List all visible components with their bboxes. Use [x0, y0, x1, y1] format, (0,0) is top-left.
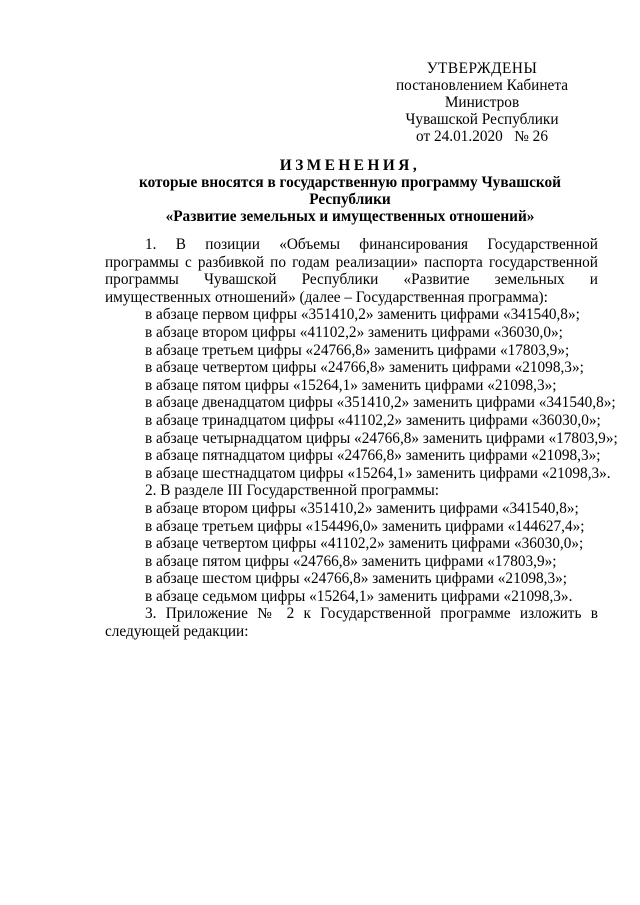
list-item: в абзаце втором цифры «41102,2» заменить цифрами «36030,0»; — [145, 323, 563, 341]
list-item: в абзаце пятнадцатом цифры «24766,8» заменить цифрами «21098,3»; — [145, 447, 601, 465]
list-item: в абзаце двенадцатом цифры «351410,2» заменить цифрами «341540,8»; — [145, 394, 616, 412]
list-item: в абзаце третьем цифры «24766,8» заменить цифрами «17803,9»; — [145, 341, 570, 359]
section-3-text: 3. Приложение № 2 к Государственной программе изложить в следующей редакции: — [105, 605, 598, 641]
list-item: в абзаце первом цифры «351410,2» заменить цифрами «341540,8»; — [145, 306, 580, 324]
list-item: в абзаце седьмом цифры «15264,1» заменить цифрами «21098,3». — [145, 587, 573, 605]
section-2-intro: 2. В разделе III Государственной программы: — [145, 482, 439, 500]
approval-stamp — [362, 60, 602, 145]
approval-date-number: от 24.01.2020 № 26 — [416, 128, 548, 145]
list-item: в абзаце четырнадцатом цифры «24766,8» заменить цифрами «17803,9»; — [145, 429, 618, 447]
list-item: в абзаце четвертом цифры «41102,2» заменить цифрами «36030,0»; — [145, 535, 584, 553]
approval-heading: УТВЕРЖДЕНЫ — [426, 60, 538, 77]
title-subtitle-2: «Развитие земельных и имущественных отношений» — [165, 208, 535, 225]
list-item: в абзаце шестнадцатом цифры «15264,1» заменить цифрами «21098,3». — [145, 464, 611, 482]
list-item: в абзаце четвертом цифры «24766,8» заменить цифрами «21098,3»; — [145, 359, 584, 377]
list-item: в абзаце пятом цифры «24766,8» заменить цифрами «17803,9»; — [145, 552, 557, 570]
approval-line-2: Чувашской Республики — [405, 111, 559, 128]
list-item: в абзаце шестом цифры «24766,8» заменить цифрами «21098,3»; — [145, 570, 568, 588]
document-body — [105, 236, 618, 641]
list-item: в абзаце втором цифры «351410,2» заменить цифрами «341540,8»; — [145, 499, 579, 517]
list-item: в абзаце тринадцатом цифры «41102,2» заменить цифрами «36030,0»; — [145, 411, 601, 429]
list-item: в абзаце третьем цифры «154496,0» заменить цифрами «144627,4»; — [145, 517, 585, 535]
title-main: ИЗМЕНЕНИЯ, — [279, 157, 421, 174]
section-1-intro: 1. В позиции «Объемы финансирования Государственной программы с разбивкой по годам реализации» паспорта государственной программы Чувашской Республики «Развитие земельных и имущественных отношений» (далее – Государственная программа): — [105, 236, 598, 306]
approval-line-1: постановлением Кабинета Министров — [395, 77, 568, 111]
title-subtitle-1: которые вносятся в государственную программу Чувашской Республики — [138, 174, 562, 208]
document-title — [100, 157, 600, 225]
list-item: в абзаце пятом цифры «15264,1» заменить цифрами «21098,3»; — [145, 376, 557, 394]
